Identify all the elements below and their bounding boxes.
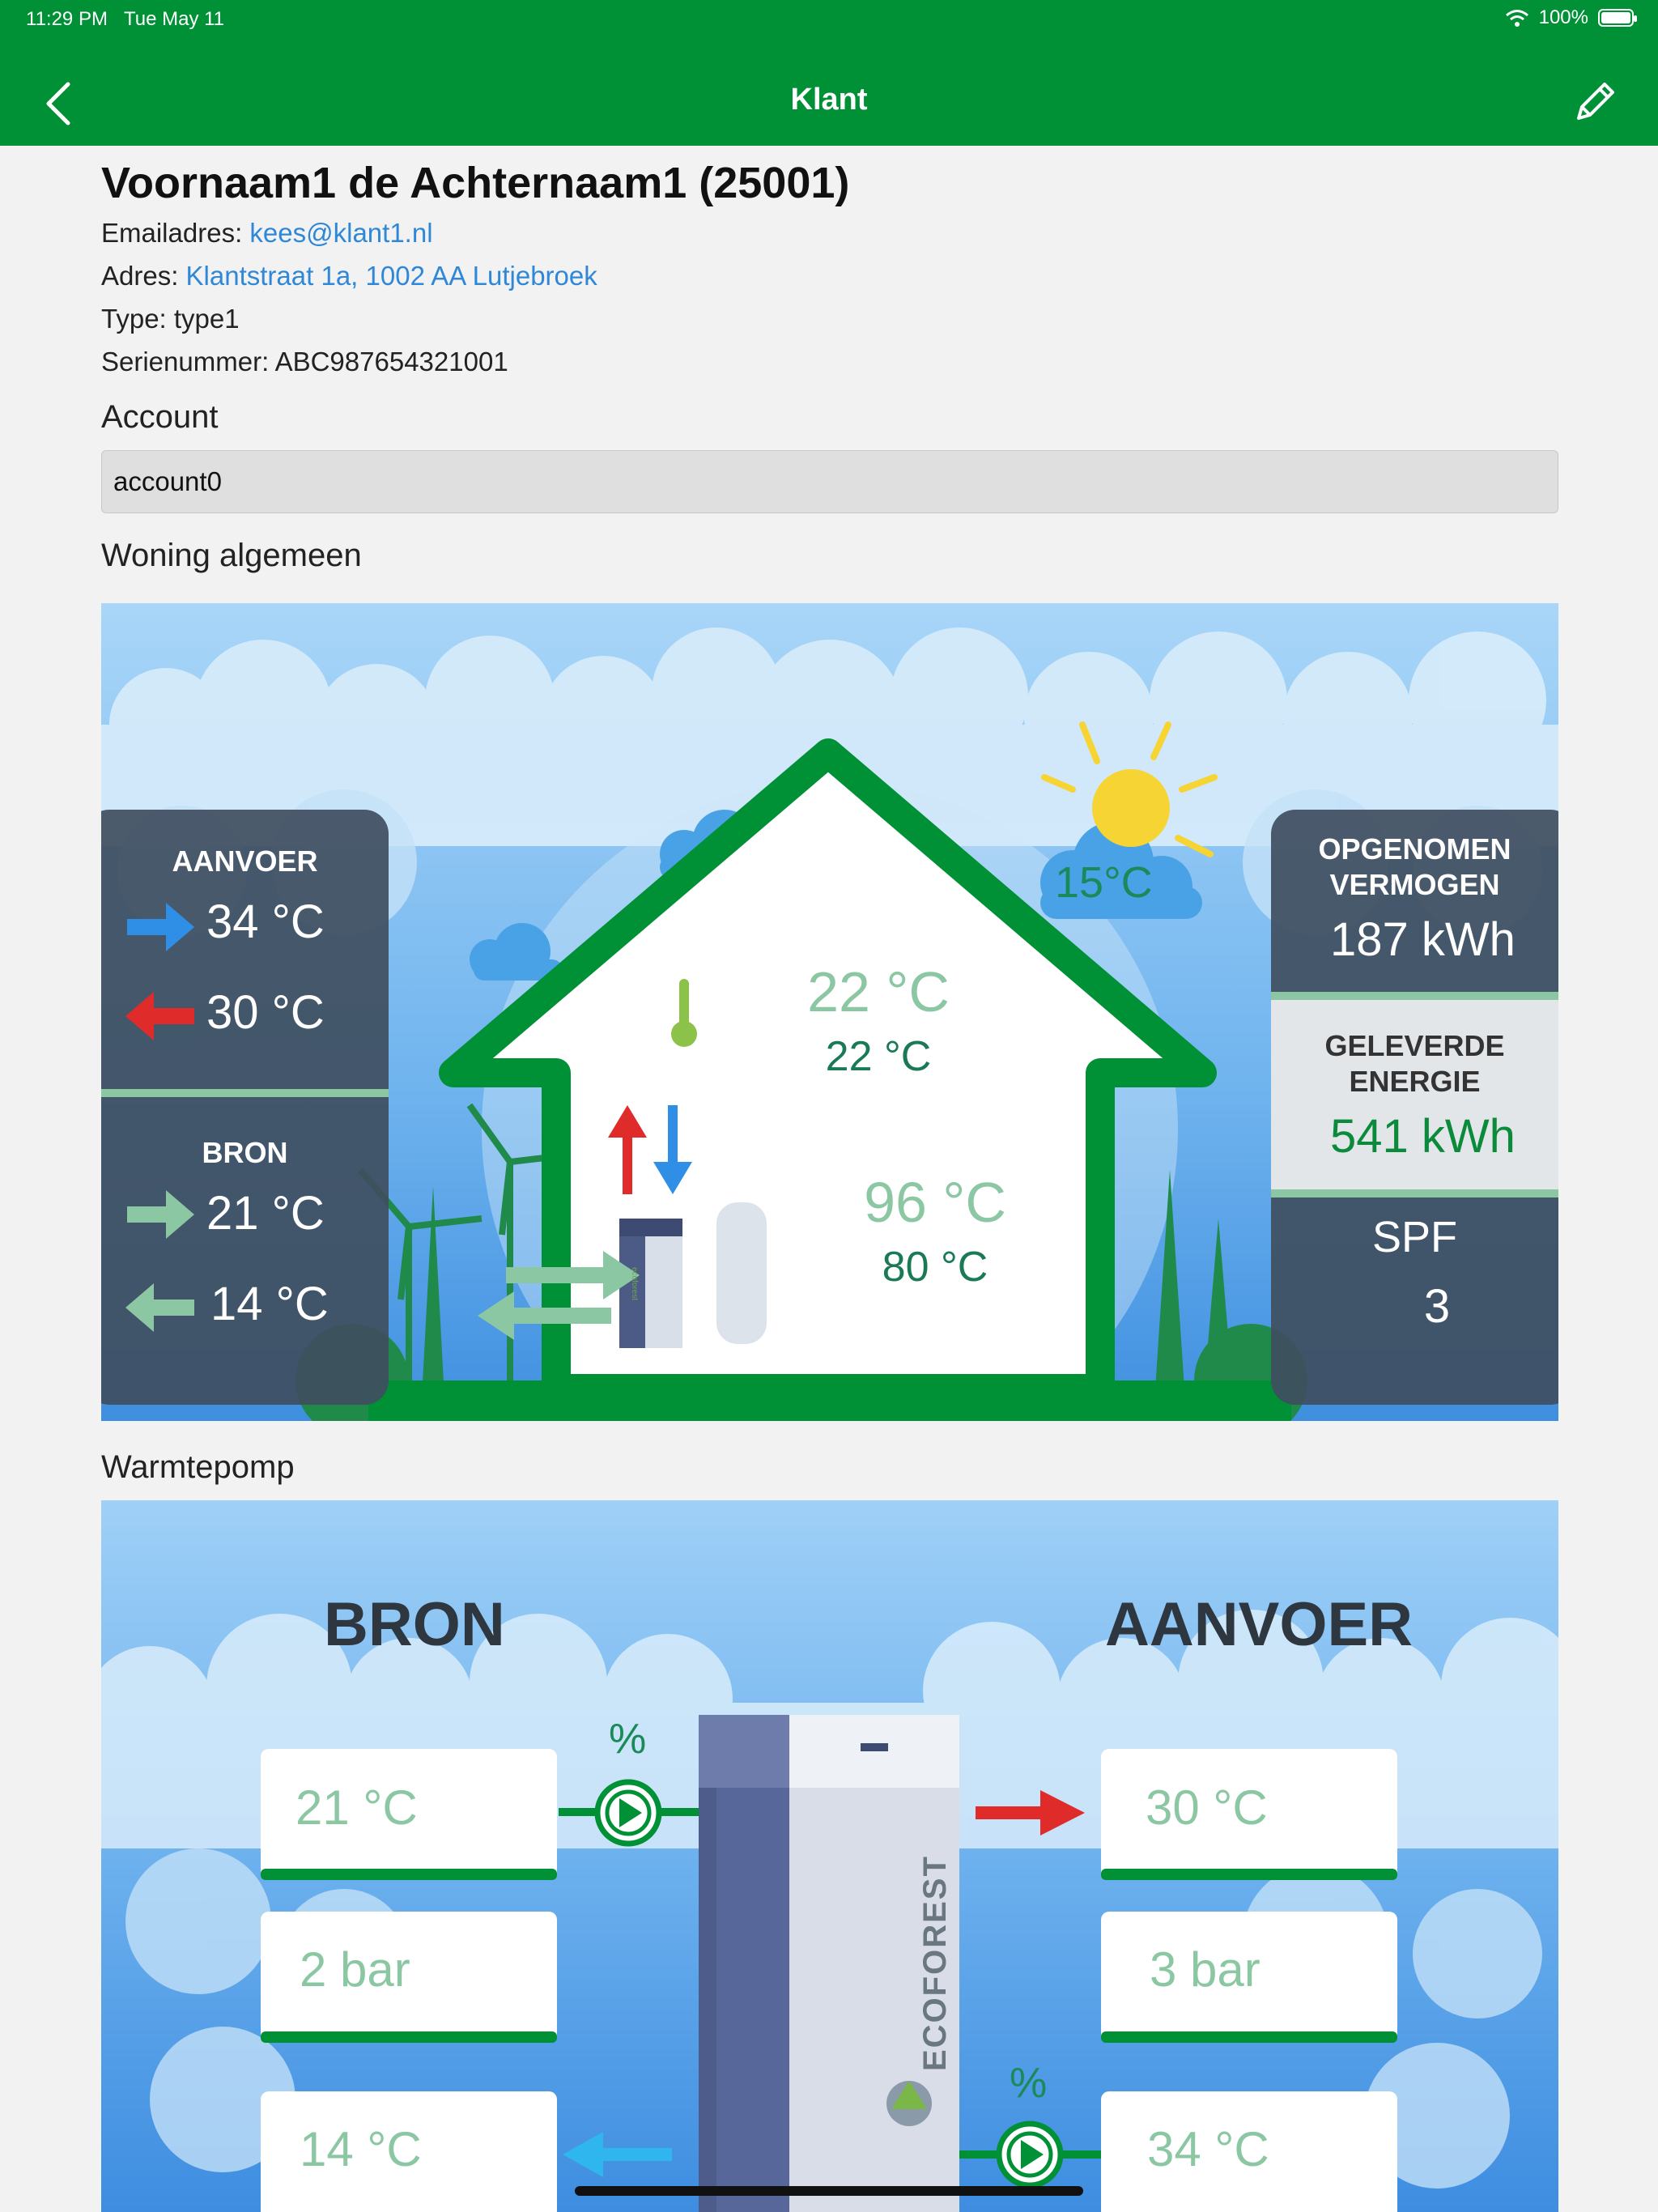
bron-out-temp: 14 °C xyxy=(210,1278,329,1330)
bron-pressure-value: 2 bar xyxy=(300,1942,410,1997)
address-link[interactable]: Klantstraat 1a, 1002 AA Lutjebroek xyxy=(185,261,597,291)
email-row: Emailadres: kees@klant1.nl xyxy=(101,218,433,248)
battery-percentage: 100% xyxy=(1538,6,1588,28)
nav-title: Klant xyxy=(790,83,868,117)
status-bar xyxy=(0,0,1658,40)
water-setpoint: 80 °C xyxy=(882,1244,988,1291)
warmtepomp-section-title: Warmtepomp xyxy=(101,1449,295,1485)
aanvoer-pump-percentage: % xyxy=(1010,2060,1048,2107)
status-time: 11:29 PM Tue May 11 xyxy=(26,8,225,30)
aanvoer-in-temp: 30 °C xyxy=(206,986,325,1039)
battery-icon xyxy=(1598,9,1634,27)
room-temp: 22 °C xyxy=(807,960,950,1023)
navigation-bar xyxy=(0,40,1658,146)
customer-name: Voornaam1 de Achternaam1 (25001) xyxy=(101,159,850,207)
geleverde-title: GELEVERDE ENERGIE xyxy=(1324,1029,1505,1098)
wifi-icon xyxy=(1505,8,1529,28)
aanvoer-temp-out-value: 34 °C xyxy=(1147,2122,1269,2176)
home-indicator[interactable] xyxy=(575,2186,1083,2196)
aanvoer-out-temp: 34 °C xyxy=(206,895,325,948)
spf-title: SPF xyxy=(1371,1213,1458,1261)
outside-temp: 15°C xyxy=(1055,858,1153,907)
bron-in-temp: 21 °C xyxy=(206,1187,325,1240)
bron-pump-percentage: % xyxy=(609,1716,647,1763)
geleverde-value: 541 kWh xyxy=(1330,1110,1516,1163)
aanvoer-pump-icon xyxy=(999,2124,1061,2185)
pencil-edit-icon[interactable] xyxy=(1571,78,1619,126)
spf-value: 3 xyxy=(1423,1280,1451,1333)
room-setpoint: 22 °C xyxy=(825,1033,932,1080)
opgenomen-title: OPGENOMEN VERMOGEN xyxy=(1318,832,1511,901)
wp-aanvoer-title: AANVOER xyxy=(1105,1590,1414,1659)
bron-temp-in-value: 21 °C xyxy=(295,1780,418,1835)
serial-row: Serienummer: ABC987654321001 xyxy=(101,347,508,376)
warmtepomp-scene xyxy=(101,1500,1558,2212)
email-link[interactable]: kees@klant1.nl xyxy=(249,218,433,248)
customer-details xyxy=(101,146,1558,589)
opgenomen-value: 187 kWh xyxy=(1330,913,1516,966)
account-label: Account xyxy=(101,399,219,435)
ecoforest-logo-icon xyxy=(886,2081,932,2126)
unit-brand-label: ECOFOREST xyxy=(917,1855,953,2071)
bron-temp-out-value: 14 °C xyxy=(300,2122,422,2176)
type-row: Type: type1 xyxy=(101,304,240,334)
account-input[interactable]: account0 xyxy=(101,450,1558,513)
bron-panel-title: BRON xyxy=(202,1136,288,1169)
bron-pump-icon xyxy=(597,1782,659,1844)
woning-section-title: Woning algemeen xyxy=(101,538,362,573)
water-temp: 96 °C xyxy=(864,1171,1006,1234)
aanvoer-return-temp-value: 30 °C xyxy=(1146,1780,1268,1835)
address-row: Adres: Klantstraat 1a, 1002 AA Lutjebroek xyxy=(101,261,597,291)
woning-scene xyxy=(101,603,1558,1421)
aanvoer-pressure-value: 3 bar xyxy=(1150,1942,1261,1997)
aanvoer-panel-title: AANVOER xyxy=(172,844,318,878)
unit-brand-small: ecoforest xyxy=(630,1267,639,1301)
wp-bron-title: BRON xyxy=(324,1590,505,1659)
